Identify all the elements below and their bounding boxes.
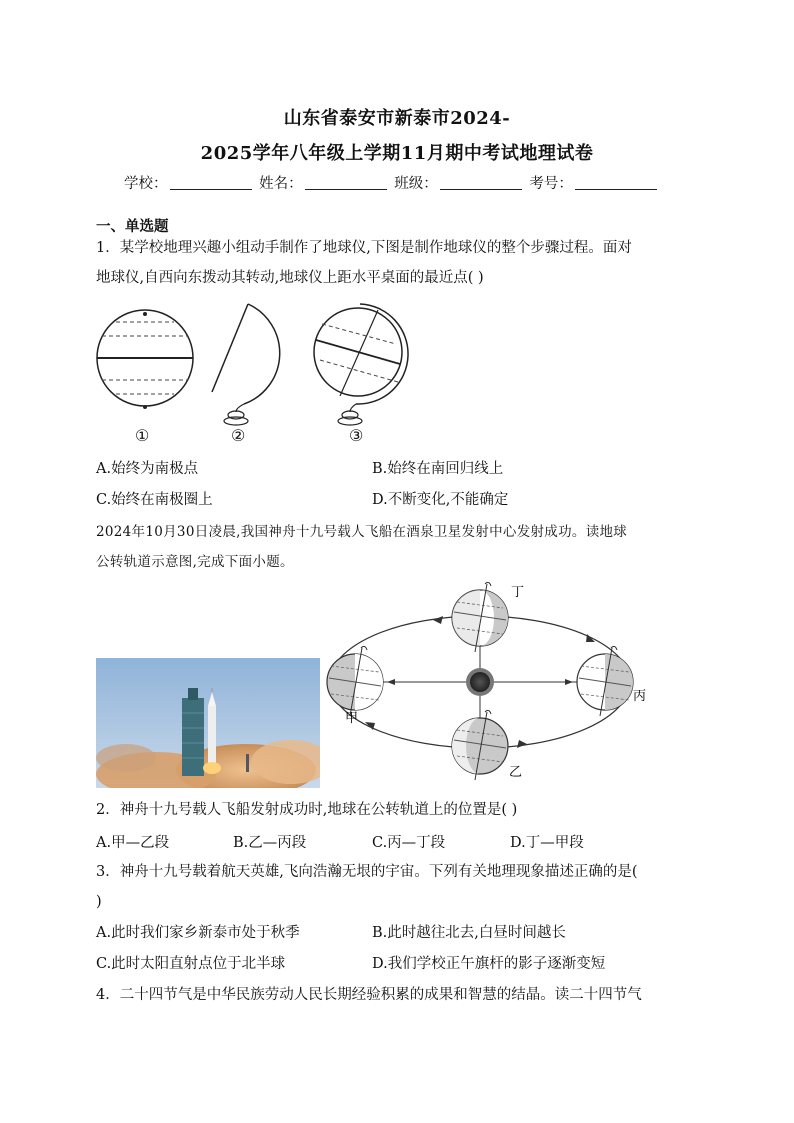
class-label: 班级： <box>394 176 438 192</box>
name-blank[interactable] <box>305 175 387 190</box>
q2-option-b[interactable]: B.乙—丙段 <box>233 835 307 851</box>
q3-option-b[interactable]: B.此时越往北去,白昼时间越长 <box>372 925 566 941</box>
intro-line-1: 2024年10月30日凌晨,我国神舟十九号载人飞船在酒泉卫星发射中心发射成功。读地球 <box>96 524 628 540</box>
step-3-label: ③ <box>349 426 364 445</box>
q1-line-1: 1．某学校地理兴趣小组动手制作了地球仪,下图是制作地球仪的整个步骤过程。面对 <box>96 240 632 256</box>
q3-option-d[interactable]: D.我们学校正午旗杆的影子逐渐变短 <box>372 956 606 972</box>
q1-option-a[interactable]: A.始终为南极点 <box>96 461 199 477</box>
q3-option-a[interactable]: A.此时我们家乡新泰市处于秋季 <box>96 925 300 941</box>
q1-option-c[interactable]: C.始终在南极圈上 <box>96 492 213 508</box>
q1-line-2: 地球仪,自西向东拨动其转动,地球仪上距水平桌面的最近点( ) <box>96 270 484 286</box>
q3-line-1: 3．神舟十九号载着航天英雄,飞向浩瀚无垠的宇宙。下列有关地理现象描述正确的是( <box>96 864 638 880</box>
earth-position-yi <box>452 710 508 780</box>
q1-option-d[interactable]: D.不断变化,不能确定 <box>372 492 509 508</box>
q1-option-b[interactable]: B.始终在南回归线上 <box>372 461 504 477</box>
earth-position-ding <box>452 582 508 652</box>
title-line-1: 山东省泰安市新泰市2024- <box>283 108 511 129</box>
q2-option-d[interactable]: D.丁—甲段 <box>510 835 584 851</box>
section-heading: 一、单选题 <box>96 218 169 235</box>
orbit-label-ding: 丁 <box>511 585 525 600</box>
globe-step-1-figure <box>97 310 193 409</box>
q2-option-a[interactable]: A.甲—乙段 <box>96 835 170 851</box>
globe-step-2-figure <box>212 304 280 425</box>
globe-step-3-figure <box>314 304 408 425</box>
title-line-2: 2025学年八年级上学期11月期中考试地理试卷 <box>200 143 594 164</box>
q4-line-1: 4．二十四节气是中华民族劳动人民长期经验积累的成果和智慧的结晶。读二十四节气 <box>96 987 642 1003</box>
earth-position-jia <box>327 646 383 716</box>
rocket-launch-photo <box>96 658 320 788</box>
number-label: 考号： <box>529 176 573 192</box>
q3-option-c[interactable]: C.此时太阳直射点位于北半球 <box>96 956 286 972</box>
orbit-label-bing: 丙 <box>633 689 647 704</box>
q2-option-c[interactable]: C.丙—丁段 <box>372 835 446 851</box>
q2-text: 2．神舟十九号载人飞船发射成功时,地球在公转轨道上的位置是( ) <box>96 802 518 818</box>
earth-orbit-diagram <box>325 576 655 784</box>
school-blank[interactable] <box>170 175 252 190</box>
step-1-label: ① <box>135 426 150 445</box>
class-blank[interactable] <box>440 175 522 190</box>
school-label: 学校： <box>124 176 168 192</box>
q3-line-2: ) <box>96 894 102 910</box>
step-2-label: ② <box>231 426 246 445</box>
number-blank[interactable] <box>575 175 657 190</box>
orbit-label-yi: 乙 <box>509 765 523 780</box>
student-info-row <box>124 172 660 193</box>
name-label: 姓名： <box>259 176 303 192</box>
sun-icon <box>466 668 494 696</box>
orbit-label-jia: 甲 <box>345 711 359 726</box>
intro-line-2: 公转轨道示意图,完成下面小题。 <box>96 554 294 570</box>
earth-position-bing <box>577 646 633 716</box>
